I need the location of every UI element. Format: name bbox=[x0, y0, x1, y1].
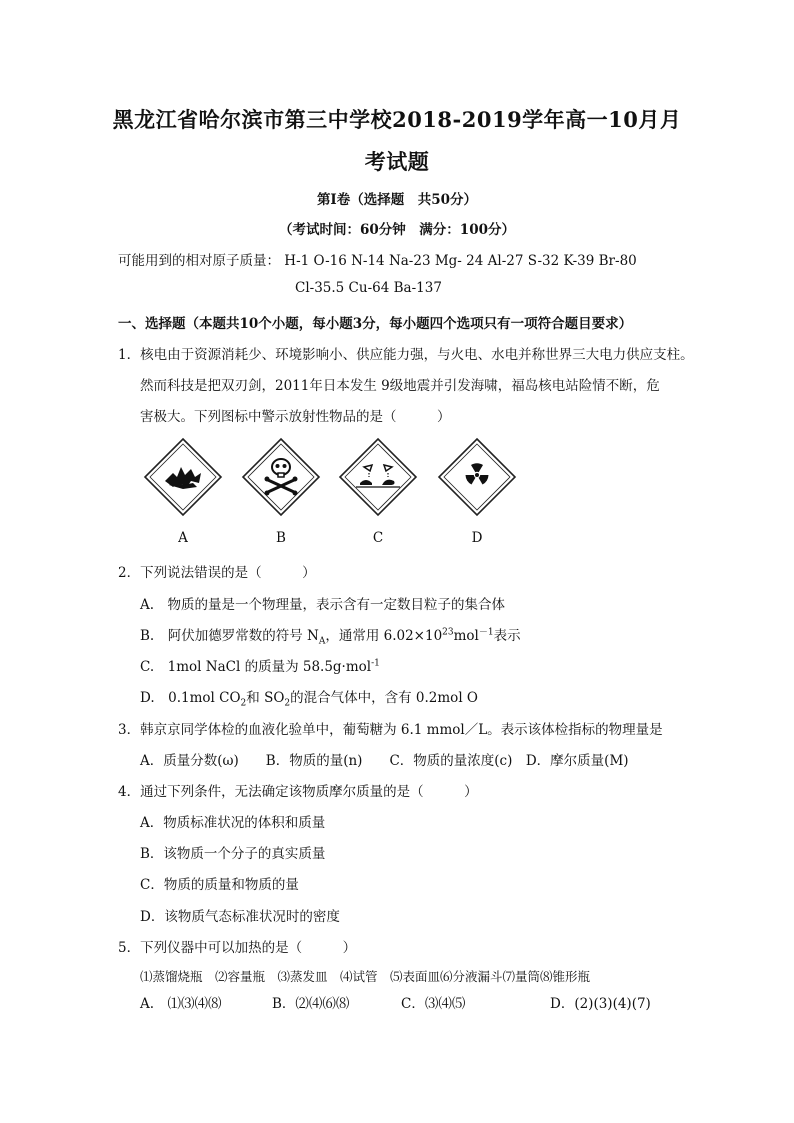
q4-option-b: B．该物质一个分子的真实质量 bbox=[140, 846, 326, 862]
q5-option-a: A. ⑴⑶⑷⑻ bbox=[140, 996, 222, 1012]
q5-option-d: D．(2)(3)(4)(7) bbox=[550, 996, 651, 1012]
radioactive-icon bbox=[437, 437, 517, 517]
q4-option-c: C．物质的质量和物质的量 bbox=[140, 877, 299, 893]
sign-label-c: C bbox=[372, 530, 384, 546]
q2-option-a: A. 物质的量是一个物理量，表示含有一定数目粒子的集合体 bbox=[140, 597, 506, 613]
q3-stem: 3．韩京京同学体检的血液化验单中，葡萄糖为 6.1 mmol／L。表示该体检指标的物理量是 bbox=[118, 722, 663, 738]
corrosive-icon bbox=[338, 437, 418, 517]
q2-option-c: C. 1mol NaCl 的质量为 58.5g·mol$^{-1}$ bbox=[140, 658, 380, 675]
q4-stem: 4．通过下列条件，无法确定该物质摩尔质量的是（ ） bbox=[118, 784, 478, 800]
q1-line2: 然而科技是把双刃剑，2011年日本发生 9级地震并引发海啸，福岛核电站险情不断，危 bbox=[140, 378, 660, 394]
q4-option-a: A．物质标准状况的体积和质量 bbox=[140, 815, 326, 831]
atomic-masses-line2: Cl-35.5 Cu-64 Ba-137 bbox=[295, 280, 442, 296]
q2-option-b: B. 阿伏加德罗常数的符号 $N_A$，通常用 $6.02\times 10^{23}mol^{-1}$表示 bbox=[140, 627, 521, 647]
exam-info: （考试时间：60分钟 满分：100分） bbox=[279, 222, 515, 238]
q5-option-b: B．⑵⑷⑹⑻ bbox=[272, 996, 350, 1012]
q2-option-d: D. 0.1mol $CO_2$和 $SO_2$的混合气体中，含有 0.2mol O bbox=[140, 690, 478, 709]
sign-label-a: A bbox=[178, 530, 188, 546]
q2-stem: 2．下列说法错误的是（ ） bbox=[118, 565, 316, 581]
flammable-solid-icon bbox=[143, 437, 223, 517]
q1-line3: 害极大。下列图标中警示放射性物品的是（ ） bbox=[140, 409, 451, 425]
q4-option-d: D．该物质气态标准状况时的密度 bbox=[140, 909, 340, 925]
sign-label-b: B bbox=[276, 530, 286, 546]
q5-option-c: C．⑶⑷⑸ bbox=[401, 996, 466, 1012]
q5-instrument-list: ⑴蒸馏烧瓶 ⑵容量瓶 ⑶蒸发皿 ⑷试管 ⑸表面皿⑹分液漏斗⑺量筒⑻锥形瓶 bbox=[140, 969, 591, 984]
part1-heading: 一、选择题（本题共10个小题，每小题3分，每小题四个选项只有一项符合题目要求） bbox=[118, 316, 633, 332]
toxic-skull-icon bbox=[241, 437, 321, 517]
q5-stem: 5．下列仪器中可以加热的是（ ） bbox=[118, 940, 357, 956]
sign-label-d: D bbox=[471, 530, 483, 546]
exam-title-line2: 考试题 bbox=[364, 149, 430, 174]
atomic-masses-line1: 可能用到的相对原子质量： H-1 O-16 N-14 Na-23 Mg- 24 Al-27 S-32 K-39 Br-80 bbox=[118, 253, 637, 269]
q3-options: A．质量分数(ω) B．物质的量(n) C．物质的量浓度(c) D．摩尔质量(M) bbox=[140, 753, 629, 769]
q1-line1: 1．核电由于资源消耗少、环境影响小、供应能力强，与火电、水电并称世界三大电力供应支柱。 bbox=[118, 347, 694, 363]
section-title: 第Ⅰ卷（选择题 共50分） bbox=[316, 192, 478, 208]
exam-title-line1: 黑龙江省哈尔滨市第三中学校2018-2019学年高一10月月 bbox=[112, 107, 682, 132]
